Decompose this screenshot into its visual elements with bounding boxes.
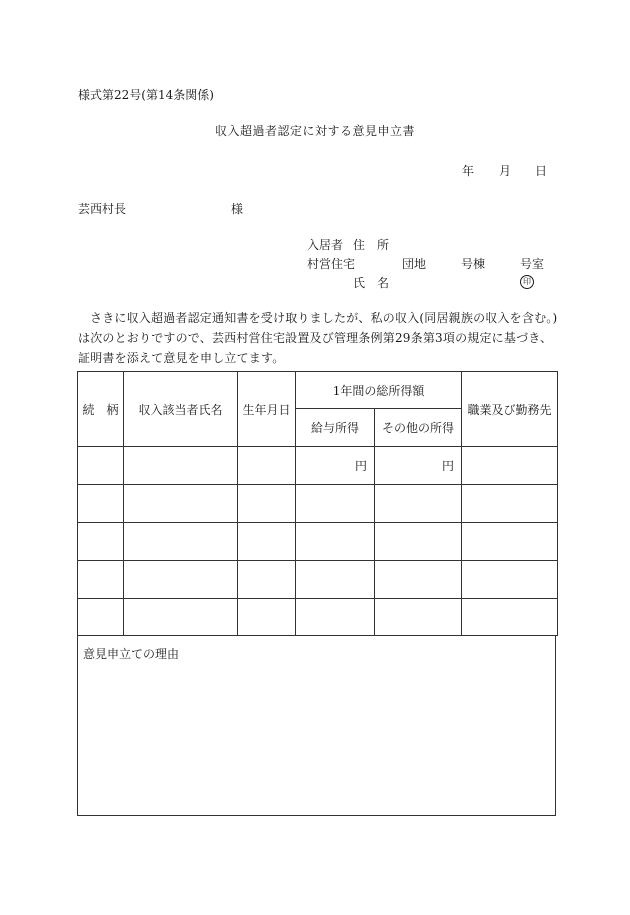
room-label: 号室 xyxy=(520,257,545,271)
cell-birthdate xyxy=(238,561,296,599)
header-other-income: その他の所得 xyxy=(375,409,462,447)
header-annual-income: 1年間の総所得額 xyxy=(296,372,462,409)
cell-occupation xyxy=(462,447,558,485)
cell-occupation xyxy=(462,599,558,636)
cell-birthdate xyxy=(238,447,296,485)
table-row xyxy=(78,561,558,599)
cell-name xyxy=(124,561,238,599)
seal-icon xyxy=(520,273,534,289)
cell-other-income xyxy=(375,599,462,636)
yen-unit: 円 xyxy=(442,459,455,473)
cell-salary-income xyxy=(296,561,375,599)
cell-occupation xyxy=(462,523,558,561)
cell-name xyxy=(124,599,238,636)
cell-relation xyxy=(78,485,124,523)
cell-relation xyxy=(78,447,124,485)
yen-unit: 円 xyxy=(354,459,367,473)
cell-salary-income xyxy=(296,523,375,561)
cell-relation xyxy=(78,523,124,561)
cell-other-income xyxy=(375,485,462,523)
cell-name xyxy=(124,523,238,561)
table-row xyxy=(78,485,558,523)
applicant-label: 入居者 xyxy=(307,238,344,252)
form-number: 様式第22号(第14条関係) xyxy=(78,88,214,102)
header-name: 収入該当者氏名 xyxy=(124,372,238,447)
table-row xyxy=(78,523,558,561)
date-year-label: 年 xyxy=(462,164,475,178)
cell-birthdate xyxy=(238,485,296,523)
addressee-honorific: 様 xyxy=(231,202,244,216)
cell-other-income xyxy=(375,523,462,561)
seal-text: 印 xyxy=(520,275,534,289)
date-day-label: 日 xyxy=(535,164,548,178)
reason-box xyxy=(77,636,556,816)
cell-occupation xyxy=(462,561,558,599)
cell-relation xyxy=(78,561,124,599)
header-birthdate: 生年月日 xyxy=(238,372,296,447)
address-label: 住 所 xyxy=(353,238,390,252)
cell-name xyxy=(124,485,238,523)
name-label: 氏 名 xyxy=(353,276,390,290)
cell-salary-income xyxy=(296,447,375,485)
header-salary-income: 給与所得 xyxy=(296,409,375,447)
cell-relation xyxy=(78,599,124,636)
cell-salary-income xyxy=(296,485,375,523)
date-month-label: 月 xyxy=(499,164,512,178)
cell-occupation xyxy=(462,485,558,523)
header-occupation: 職業及び勤務先 xyxy=(462,372,558,447)
table-row xyxy=(78,447,558,485)
table-row xyxy=(78,599,558,636)
housing-label: 村営住宅 xyxy=(307,257,356,271)
cell-birthdate xyxy=(238,599,296,636)
cell-other-income xyxy=(375,447,462,485)
header-relation: 続 柄 xyxy=(78,372,124,447)
cell-salary-income xyxy=(296,599,375,636)
reason-label: 意見申立ての理由 xyxy=(83,647,180,661)
cell-birthdate xyxy=(238,523,296,561)
cell-name xyxy=(124,447,238,485)
document-title: 収入超過者認定に対する意見申立書 xyxy=(214,124,415,138)
addressee-name: 芸西村長 xyxy=(78,202,127,216)
body-text: さきに収入超過者認定通知書を受け取りましたが、私の収入(同居親族の収入を含む。)は次のとおりですので、芸西村営住宅設置及び管理条例第29条第3項の規定に基づき、証明書を添えて意見を申し立てます。 xyxy=(78,311,558,365)
income-table xyxy=(77,371,558,636)
complex-label: 団地 xyxy=(402,257,427,271)
cell-other-income xyxy=(375,561,462,599)
building-label: 号棟 xyxy=(461,257,486,271)
